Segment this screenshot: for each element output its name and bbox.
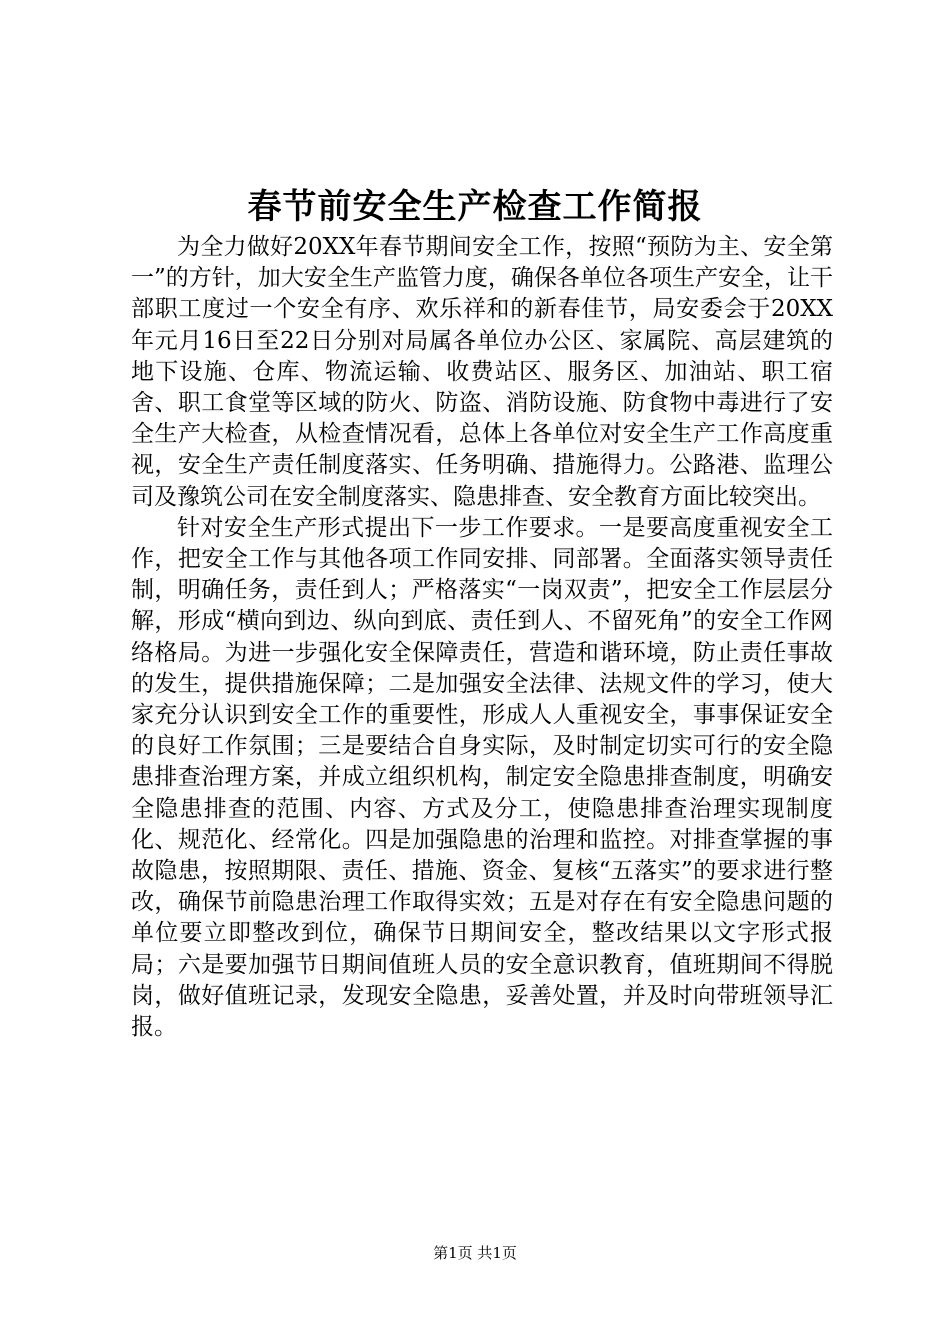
document-title: 春节前安全生产检查工作简报 — [247, 187, 703, 227]
page-number-footer: 第1页 共1页 — [433, 1244, 517, 1262]
body-paragraph: 针对安全生产形式提出下一步工作要求。一是要高度重视安全工作，把安全工作与其他各项工作同安排、同部署。全面落实领导责任制，明确任务，责任到人；严格落实“一岗双责”，把安全工作层层分解，形成“横向到边、纵向到底、责任到人、不留死角”的安全工作网络格局。为进一步强化安全保障责任，营造和谐环境，防止责任事故的发生，提供措施保障；二是加强安全法律、法规文件的学习，使大家充分认识到安全工作的重要性，形成人人重视安全，事事保证安全的良好工作氛围；三是要结合自身实际，及时制定切实可行的安全隐患排查治理方案，并成立组织机构，制定安全隐患排查制度，明确安全隐患排查的范围、内容、方式及分工，使隐患排查治理实现制度化、规范化、经常化。四是加强隐患的治理和监控。对排查掌握的事故隐患，按照期限、责任、措施、资金、复核“五落实”的要求进行整改，确保节前隐患治理工作取得实效；五是对存在有安全隐患问题的单位要立即整改到位，确保节日期间安全，整改结果以文字形式报局；六是要加强节日期间值班人员的安全意识教育，值班期间不得脱岗，做好值班记录，发现安全隐患，妥善处置，并及时向带班领导汇报。 — [131, 514, 833, 1041]
body-paragraph: 为全力做好20XX年春节期间安全工作，按照“预防为主、安全第一”的方针，加大安全生产监管力度，确保各单位各项生产安全，让干部职工度过一个安全有序、欢乐祥和的新春佳节，局安委会于20XX年元月16日至22日分别对局属各单位办公区、家属院、高层建筑的地下设施、仓库、物流运输、收费站区、服务区、加油站、职工宿舍、职工食堂等区域的防火、防盗、消防设施、防食物中毒进行了安全生产大检查，从检查情况看，总体上各单位对安全生产工作高度重视，安全生产责任制度落实、任务明确、措施得力。公路港、监理公司及豫筑公司在安全制度落实、隐患排查、安全教育方面比较突出。 — [131, 234, 833, 510]
document-body — [131, 232, 833, 1043]
